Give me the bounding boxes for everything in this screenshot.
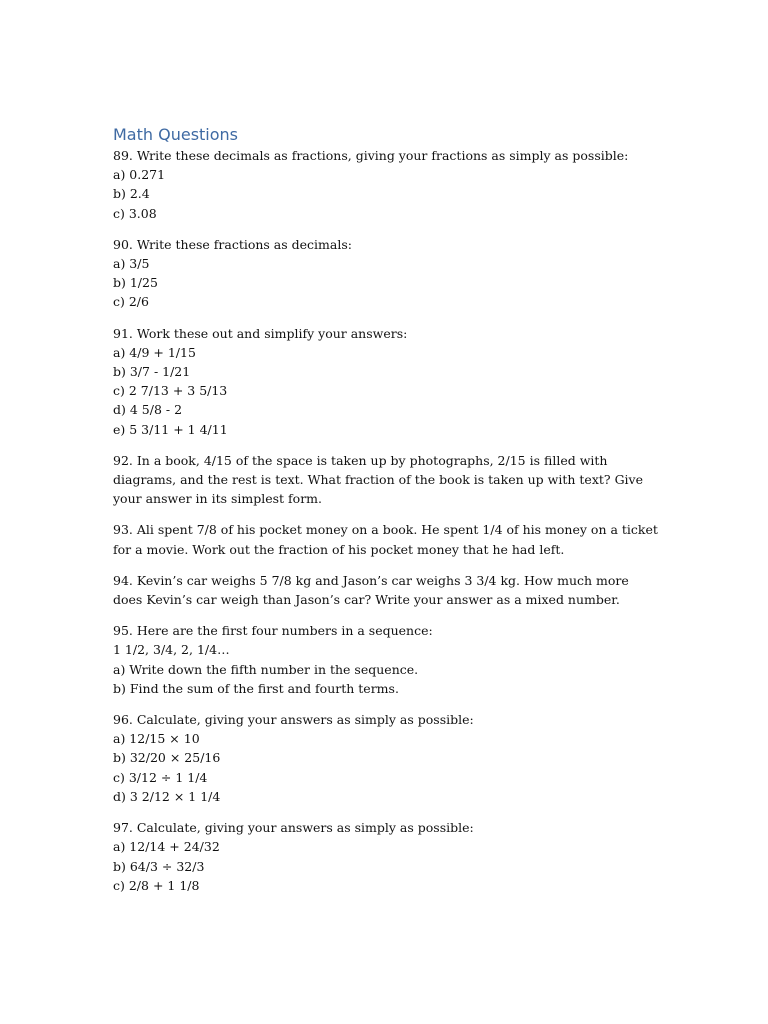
question-prompt: 95. Here are the first four numbers in a sequence: [113,623,433,639]
question-part: a) 12/14 + 24/32 [113,839,220,855]
question-part: a) 0.271 [113,167,166,183]
question-90 [113,235,658,312]
question-part: c) 2/8 + 1 1/8 [113,877,200,893]
question-part: b) 32/20 × 25/16 [113,750,221,766]
question-91 [113,324,658,439]
question-93 [113,520,658,558]
question-prompt: 90. Write these fractions as decimals: [113,236,352,252]
question-part: d) 3 2/12 × 1 1/4 [113,788,221,804]
page-title: Math Questions [113,125,239,144]
question-part: d) 4 5/8 - 2 [113,402,183,418]
question-part: a) 3/5 [113,256,150,272]
question-part: b) 1/25 [113,275,158,291]
question-prompt: 97. Calculate, giving your answers as simply as possible: [113,820,474,836]
question-paragraph: 94. Kevin’s car weighs 5 7/8 kg and Jason’s car weighs 3 3/4 kg. How much more does Kevin’s car weigh than Jason’s car? Write your answer as a mixed number. [113,572,629,608]
question-89 [113,146,658,223]
question-prompt: 91. Work these out and simplify your answers: [113,325,408,341]
document-content [113,124,658,907]
sequence-line: 1 1/2, 3/4, 2, 1/4… [113,642,230,658]
question-part: b) 2.4 [113,186,150,202]
question-part: a) 4/9 + 1/15 [113,344,196,360]
question-92 [113,451,658,509]
question-part: b) 3/7 - 1/21 [113,364,191,380]
question-part: b) 64/3 ÷ 32/3 [113,858,205,874]
question-part: b) Find the sum of the first and fourth terms. [113,680,399,696]
question-paragraph: 93. Ali spent 7/8 of his pocket money on a book. He spent 1/4 of his money on a ticket for a movie. Work out the fraction of his pocket money that he had left. [113,522,658,557]
question-94 [113,571,658,609]
question-part: c) 2 7/13 + 3 5/13 [113,383,228,399]
question-part: c) 3.08 [113,205,157,221]
question-97 [113,818,658,895]
question-95 [113,621,658,698]
question-part: c) 3/12 ÷ 1 1/4 [113,769,208,785]
question-part: c) 2/6 [113,294,149,310]
question-paragraph: 92. In a book, 4/15 of the space is taken up by photographs, 2/15 is filled with diagrams, and the rest is text. What fraction of the book is taken up with text? Give your answer in its simplest form. [113,452,644,507]
question-part: a) Write down the fifth number in the sequence. [113,661,419,677]
question-96 [113,710,658,806]
question-prompt: 96. Calculate, giving your answers as simply as possible: [113,712,474,728]
question-part: e) 5 3/11 + 1 4/11 [113,421,228,437]
question-prompt: 89. Write these decimals as fractions, giving your fractions as simply as possible: [113,148,629,163]
question-part: a) 12/15 × 10 [113,731,200,747]
